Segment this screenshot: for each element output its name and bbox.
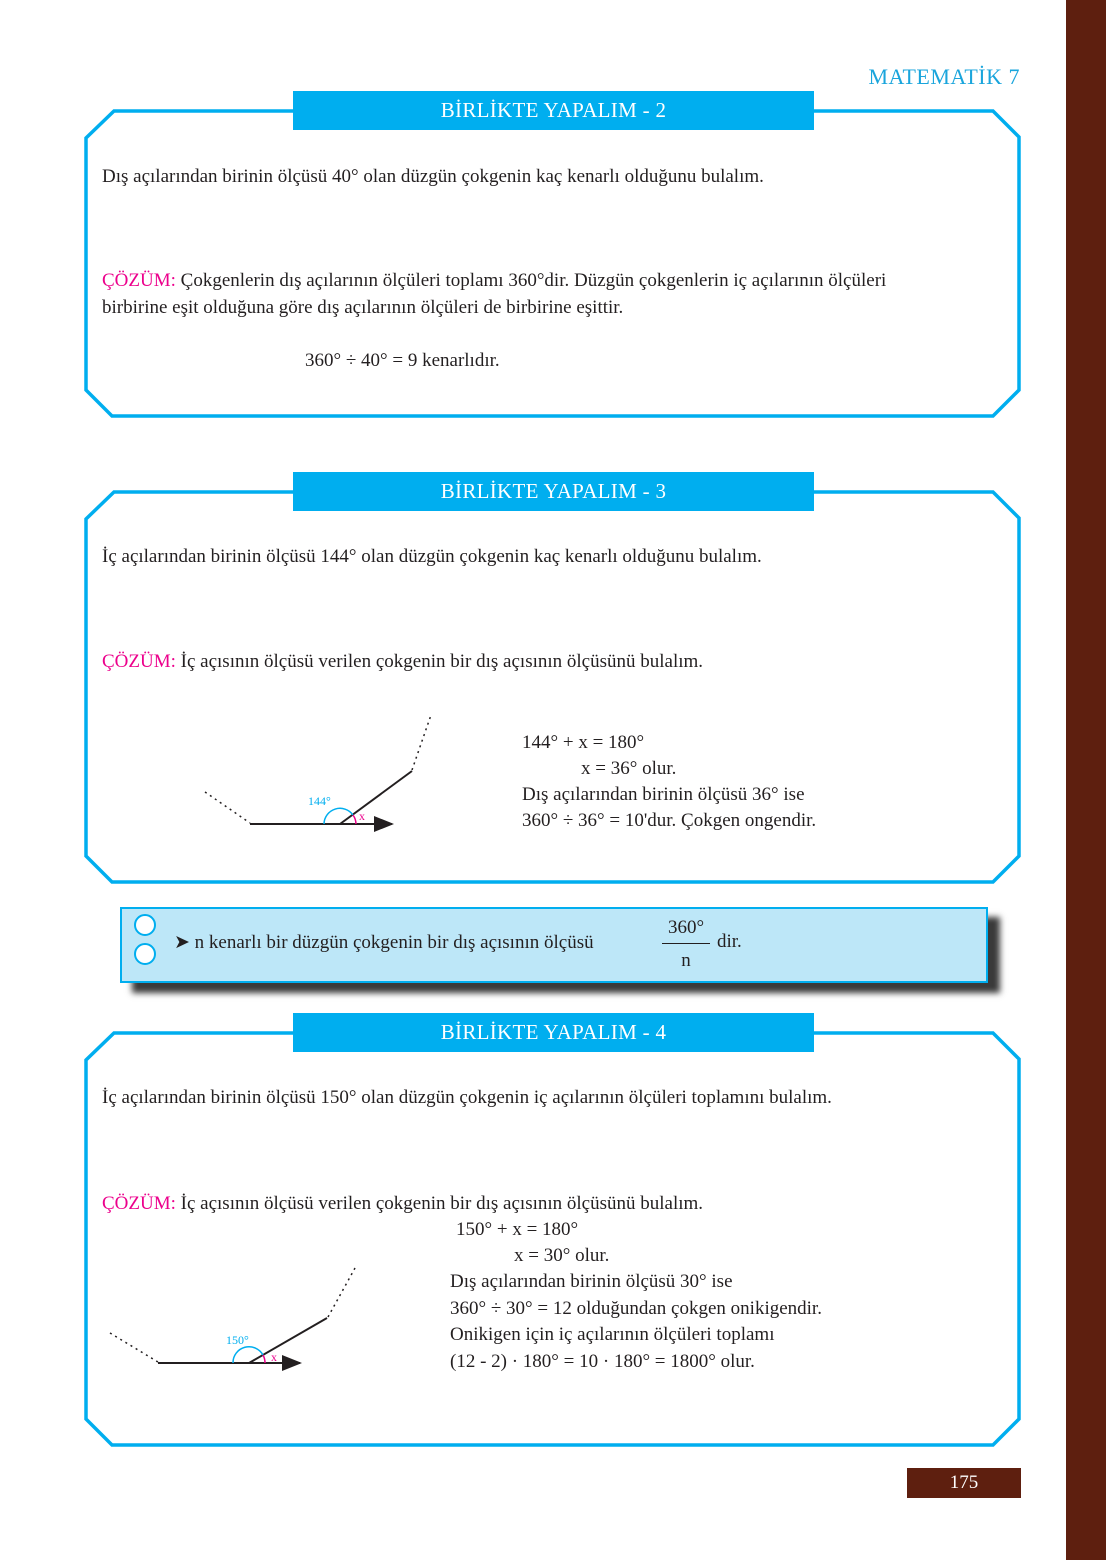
section3-title: BİRLİKTE YAPALIM - 3 <box>293 472 814 511</box>
arrow-bullet-icon: ➤ <box>174 932 190 953</box>
interior-angle-arc <box>233 1347 263 1363</box>
section4-title: BİRLİKTE YAPALIM - 4 <box>293 1013 814 1052</box>
section4-line5: Onikigen için iç açılarının ölçüleri toplamı <box>450 1324 775 1345</box>
section4-line1: 150° + x = 180° <box>456 1219 579 1240</box>
exterior-angle-arc <box>263 1355 265 1363</box>
solution-text: Çokgenlerin dış açılarının ölçüleri toplamı 360°dir. Düzgün çokgenlerin iç açılarının ölçüleri <box>175 270 887 291</box>
section2-equation: 360° ÷ 40° = 9 kenarlıdır. <box>305 350 500 371</box>
section3-line3: Dış açılarından birinin ölçüsü 36° ise <box>522 784 805 805</box>
interior-angle-label: 150° <box>226 1333 249 1347</box>
section3-question: İç açılarından birinin ölçüsü 144° olan düzgün çokgenin kaç kenarlı olduğunu bulalım. <box>102 546 762 567</box>
section4-line2: x = 30° olur. <box>514 1245 610 1266</box>
section2-title: BİRLİKTE YAPALIM - 2 <box>293 91 814 130</box>
fraction-denominator: n <box>681 950 691 971</box>
section4-line4: 360° ÷ 30° = 12 olduğundan çokgen onikigendir. <box>450 1298 822 1319</box>
section2-question: Dış açılarından birinin ölçüsü 40° olan düzgün çokgenin kaç kenarlı olduğunu bulalım. <box>102 166 764 187</box>
section3-line4: 360° ÷ 36° = 10'dur. Çokgen ongendir. <box>522 810 817 831</box>
dotted-edge-left <box>110 1333 158 1362</box>
section2-solution-line2: birbirine eşit olduğuna göre dış açılarının ölçüleri de birbirine eşittir. <box>102 297 624 318</box>
note-sentence: n kenarlı bir düzgün çokgenin bir dış açısının ölçüsü <box>194 932 594 953</box>
solution-text: İç açısının ölçüsü verilen çokgenin bir dış açısının ölçüsünü bulalım. <box>175 651 704 672</box>
section4-line3: Dış açılarından birinin ölçüsü 30° ise <box>450 1271 733 1292</box>
polygon-edge-right <box>249 1318 327 1363</box>
solution-text: İç açısının ölçüsü verilen çokgenin bir dış açısının ölçüsünü bulalım. <box>175 1193 704 1214</box>
page-number: 175 <box>907 1468 1021 1498</box>
exterior-angle-label: x <box>271 1350 277 1364</box>
dotted-edge-right <box>328 1268 355 1317</box>
solution-label: ÇÖZÜM: <box>102 1193 176 1214</box>
interior-angle-label: 144° <box>308 794 331 808</box>
section4-question: İç açılarından birinin ölçüsü 150° olan düzgün çokgenin iç açılarının ölçüleri toplamını bulalım. <box>102 1087 832 1108</box>
section3-line2: x = 36° olur. <box>581 758 677 779</box>
section3-line1: 144° + x = 180° <box>522 732 645 753</box>
running-head: MATEMATİK 7 <box>868 64 1020 89</box>
exterior-angle-label: x <box>359 809 365 823</box>
fraction-numerator: 360° <box>662 917 710 944</box>
solution-label: ÇÖZÜM: <box>102 270 176 291</box>
note-tail: dir. <box>717 931 742 952</box>
solution-label: ÇÖZÜM: <box>102 651 176 672</box>
section4-line6: (12 - 2) · 180° = 10 · 180° = 1800° olur. <box>450 1351 755 1372</box>
